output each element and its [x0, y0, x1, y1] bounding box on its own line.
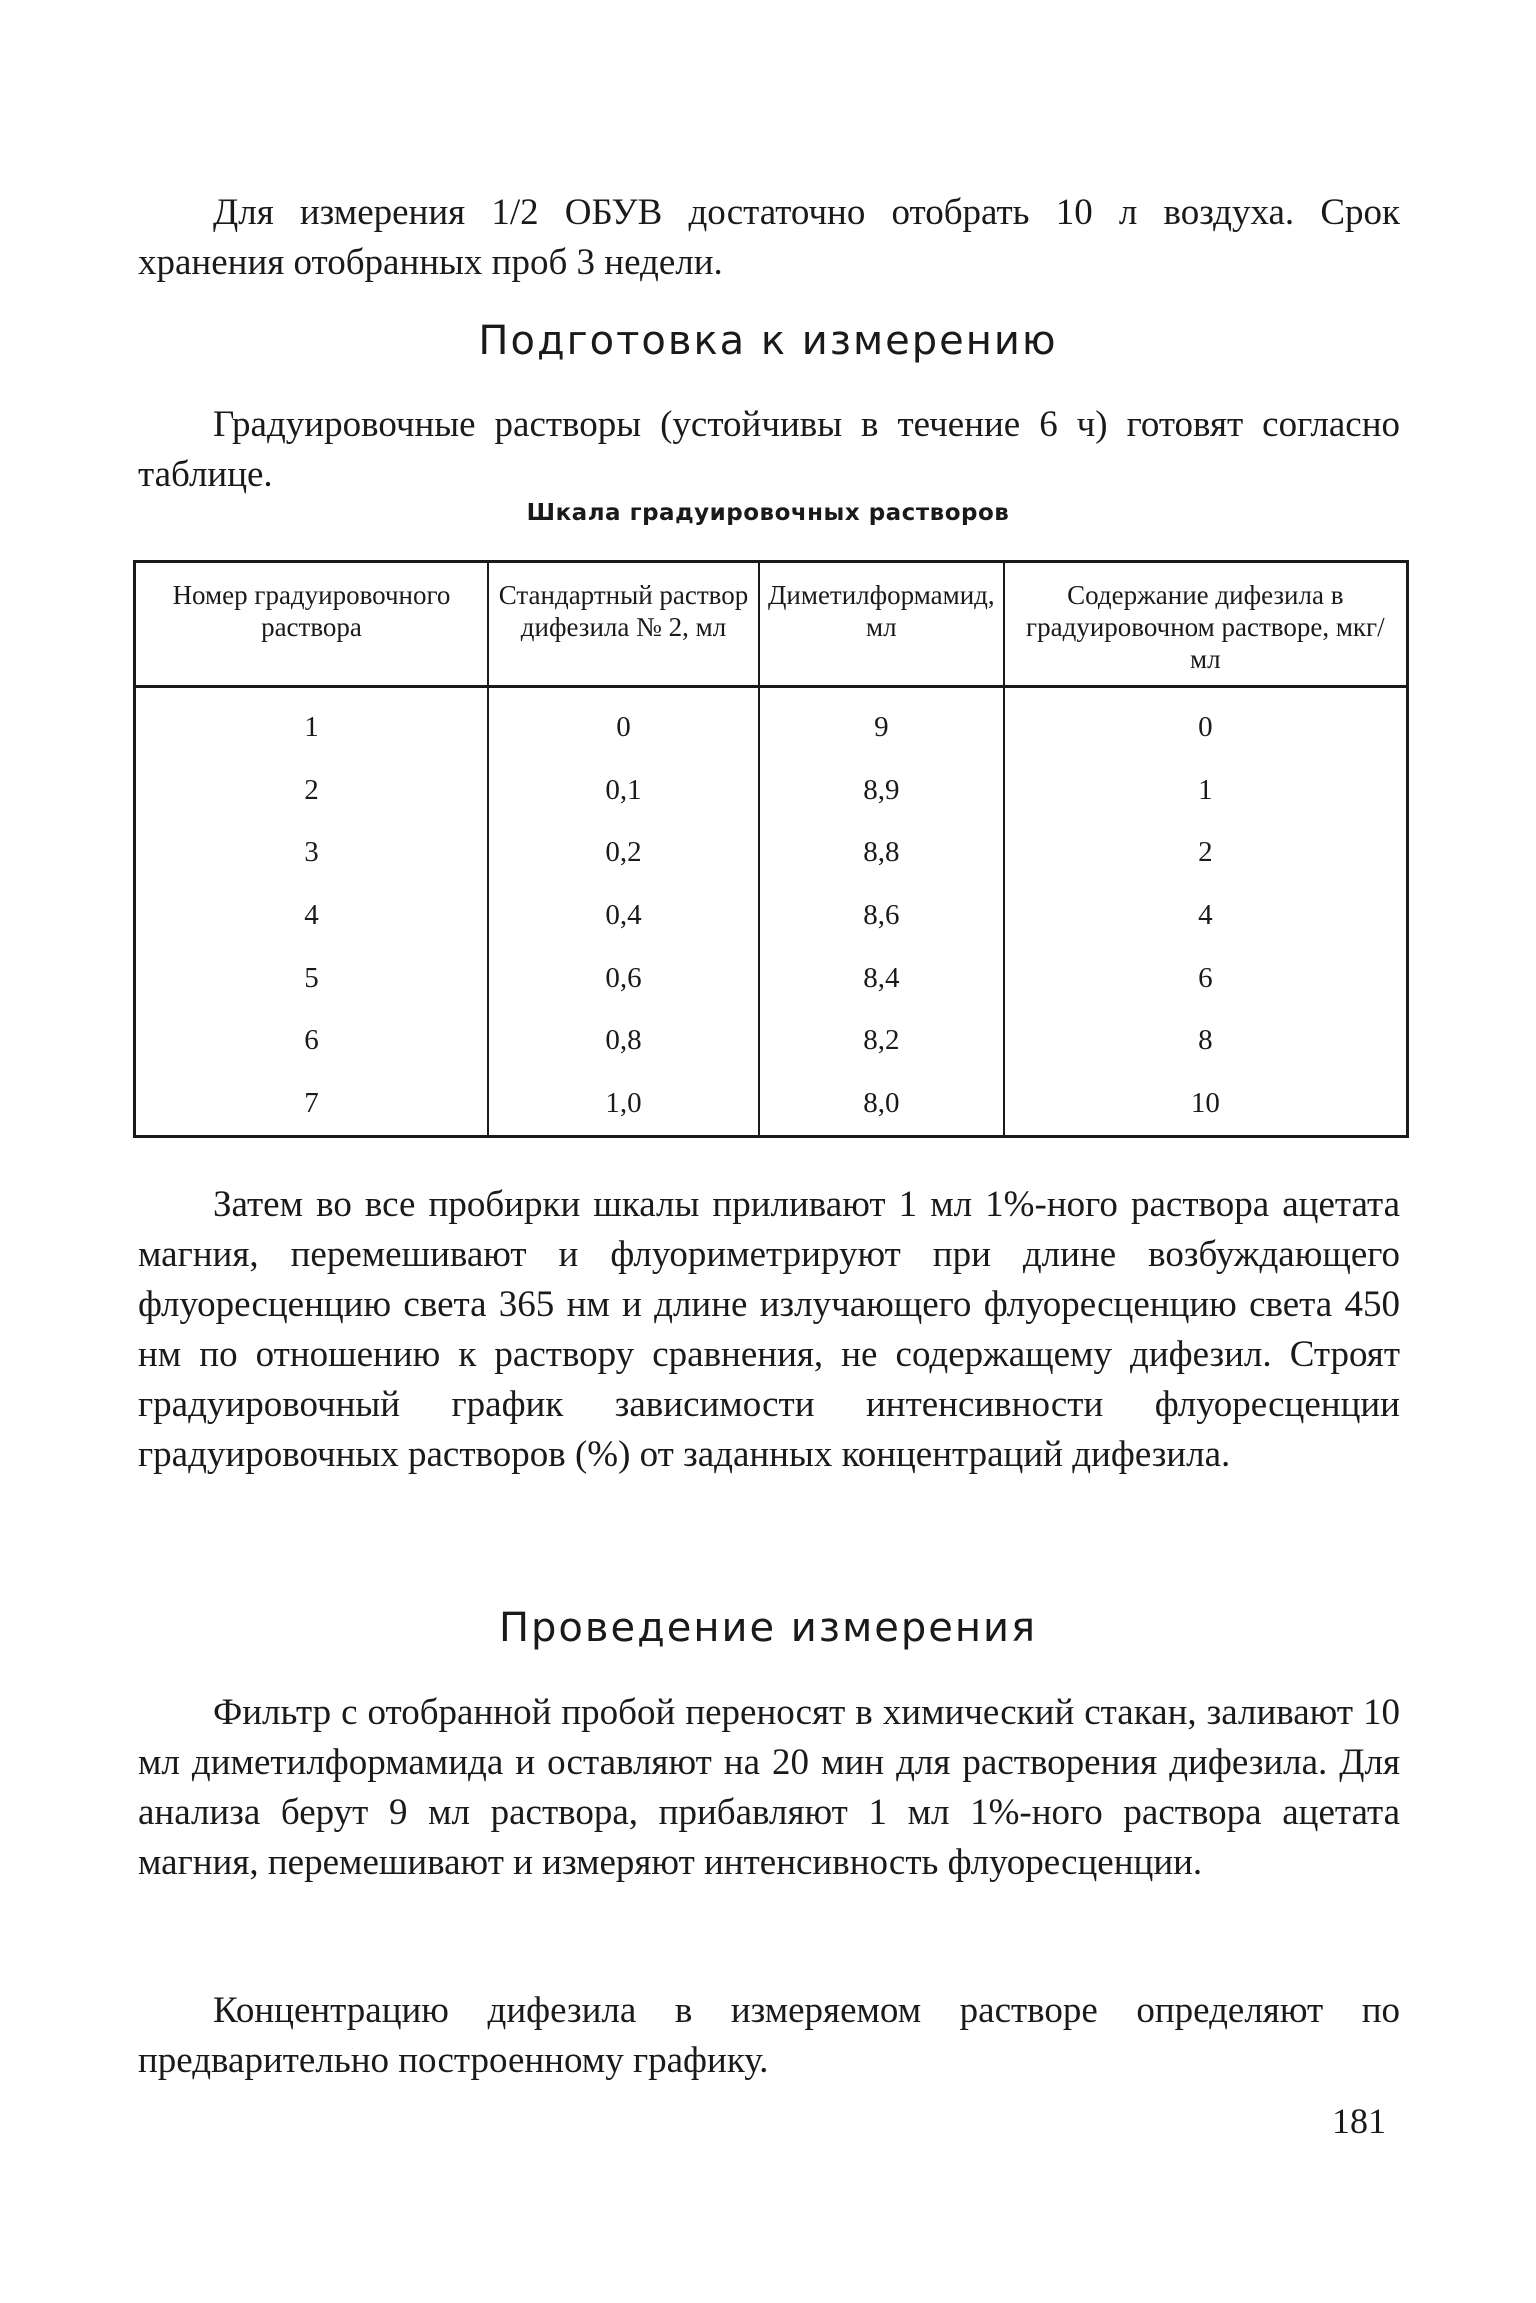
table-row: [136, 1010, 1406, 1073]
table-cell: 2: [136, 759, 488, 822]
table-cell: 0,1: [488, 759, 759, 822]
measurement-paragraph-1: Фильтр с отобранной пробой переносят в химический стакан, заливают 10 мл диметилформамида и оставляют на 20 мин для растворения дифезила. Для анализа берут 9 мл раствора, прибавляют 1 мл 1%-ного раствора ацетата магния, перемешивают и измеряют интенсивность флуоресценции.: [138, 1692, 1400, 1883]
table-cell: 2: [1198, 836, 1213, 869]
table-cell: 5: [136, 947, 488, 1010]
table-cell: 8: [1198, 1024, 1213, 1057]
header-dimethylformamide: Диметилформамид, мл: [759, 563, 1004, 687]
header-standard-solution: Стандартный раствор дифезила № 2, мл: [488, 563, 759, 687]
table-cell: 1: [136, 687, 488, 759]
table-cell: 0,8: [488, 1010, 759, 1073]
table-cell: 0: [488, 687, 759, 759]
table-cell: 4: [136, 884, 488, 947]
section-heading-measurement: Проведение измерения: [498, 1605, 1038, 1651]
table-cell: 8,8: [759, 821, 1004, 884]
table-cell: 0,4: [488, 884, 759, 947]
header-difesil-content: Содержание дифезила в градуировочном растворе, мкг/мл: [1004, 563, 1406, 687]
table-row: [136, 947, 1406, 1010]
table-cell: 1: [1198, 773, 1213, 806]
table-cell: 3: [136, 821, 488, 884]
table-cell: 8,2: [759, 1010, 1004, 1073]
calibration-table: [133, 560, 1409, 1138]
table-cell: 8,0: [759, 1072, 1004, 1135]
table-cell: 6: [136, 1010, 488, 1073]
table-cell: 8,4: [759, 947, 1004, 1010]
table-cell: 6: [1198, 961, 1213, 994]
intro-paragraph: Для измерения 1/2 ОБУВ достаточно отобрать 10 л воздуха. Срок хранения отобранных проб 3 недели.: [138, 192, 1400, 283]
table-cell: 9: [759, 687, 1004, 759]
table-cell: 10: [1190, 1087, 1220, 1120]
table-cell: 8,9: [759, 759, 1004, 822]
table-row: [136, 884, 1406, 947]
section-heading-preparation: Подготовка к измерению: [478, 318, 1058, 364]
preparation-paragraph: Градуировочные растворы (устойчивы в течение 6 ч) готовят согласно таблице.: [138, 404, 1400, 495]
table-cell: 0: [1198, 710, 1213, 743]
table-row: [136, 687, 1406, 759]
table-header-row: [136, 563, 1406, 687]
table-cell: 1,0: [488, 1072, 759, 1135]
measurement-paragraph-2: Концентрацию дифезила в измеряемом растворе определяют по предварительно построенному графику.: [138, 1990, 1400, 2081]
table-cell: 0,2: [488, 821, 759, 884]
page-number: 181: [1332, 2101, 1386, 2141]
table-cell: 7: [136, 1072, 488, 1135]
table-caption: Шкала градуировочных растворов: [526, 500, 1010, 526]
header-solution-number: Номер градуировочного раствора: [136, 563, 488, 687]
table-row: [136, 759, 1406, 822]
paragraph-after-table: Затем во все пробирки шкалы приливают 1 мл 1%-ного раствора ацетата магния, перемешивают и флуориметрируют при длине возбуждающего флуоресценцию света 365 нм и длине излучающего флуоресценцию света 450 нм по отношению к раствору сравнения, не содержащему дифезил. Строят градуировочный график зависимости интенсивности флуоресценции градуировочных растворов (%) от заданных концентраций дифезила.: [138, 1184, 1400, 1475]
table-cell: 8,6: [759, 884, 1004, 947]
table-row: [136, 821, 1406, 884]
table-cell: 0,6: [488, 947, 759, 1010]
table-cell: 4: [1198, 899, 1213, 932]
table-row: [136, 1072, 1406, 1135]
